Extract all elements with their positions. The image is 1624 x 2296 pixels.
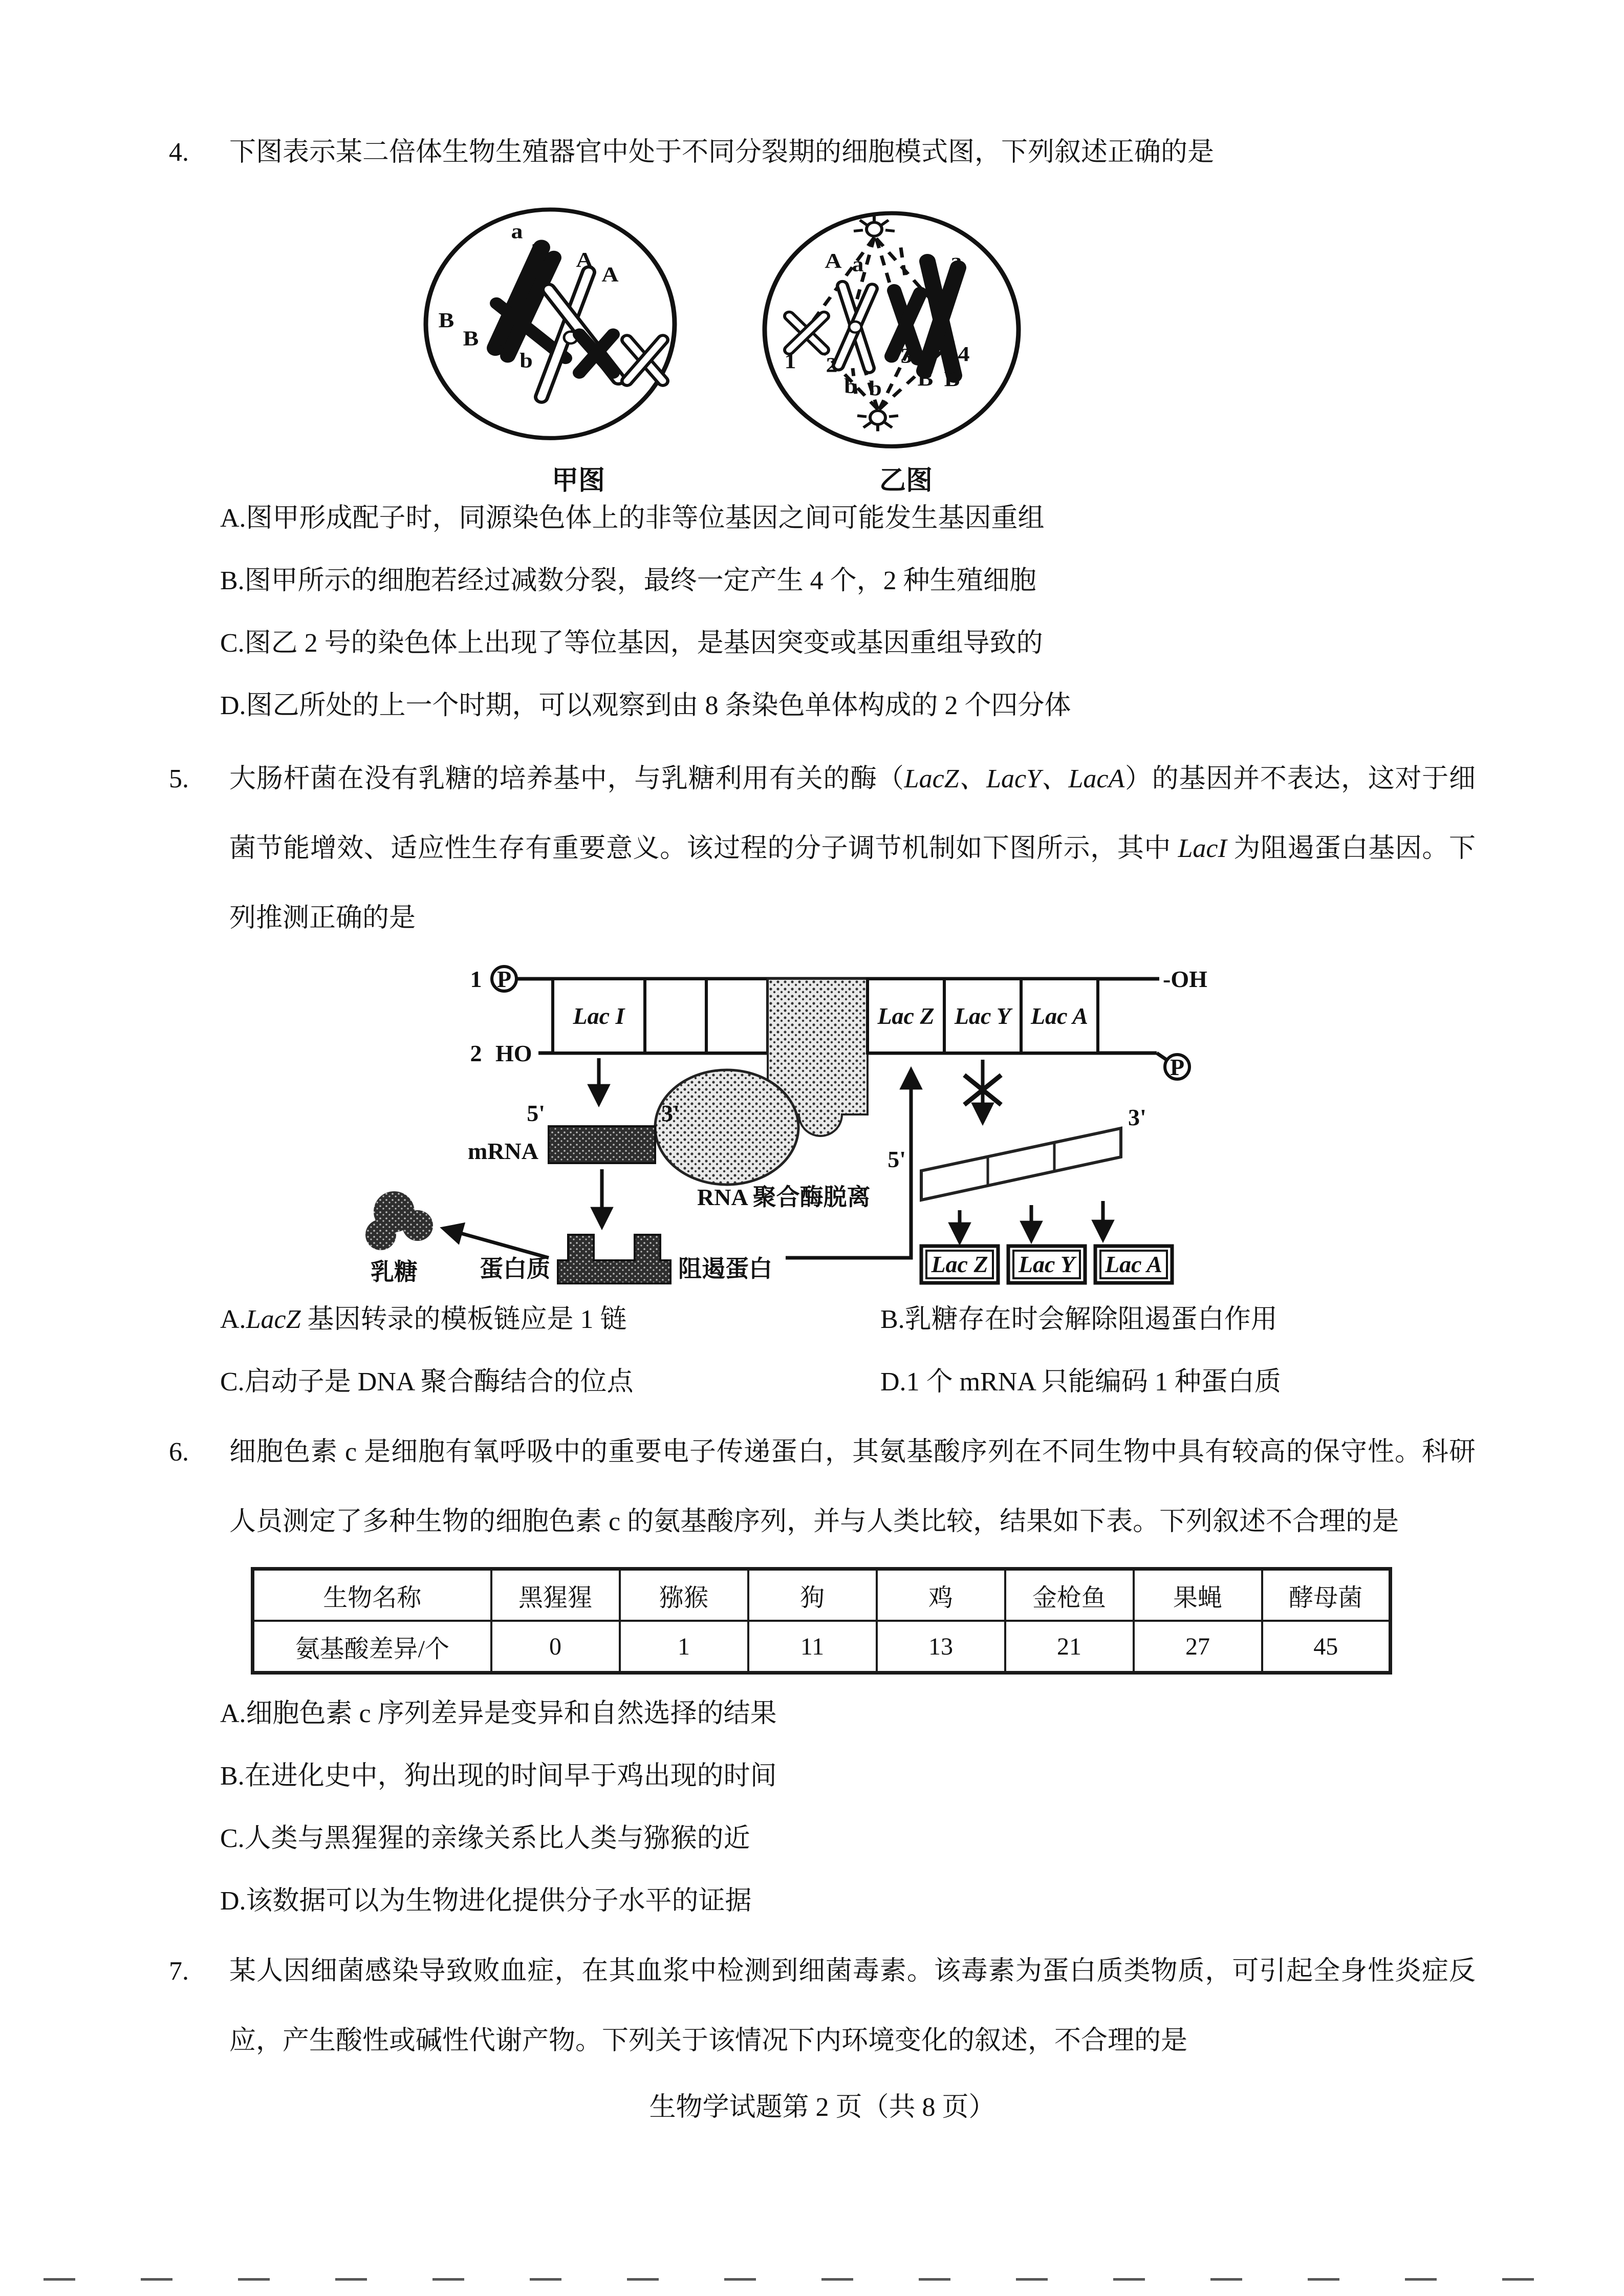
question-4 xyxy=(169,118,1476,737)
header-cell: 黑猩猩 xyxy=(491,1569,620,1621)
repressor-protein-icon xyxy=(558,1235,670,1283)
table-header-row xyxy=(253,1569,1391,1621)
caption-jia: 甲图 xyxy=(551,466,605,496)
chromosome-number: 3 xyxy=(900,344,913,368)
header-cell: 猕猴 xyxy=(620,1569,748,1621)
q6-option-d: D.该数据可以为生物进化提供分子水平的证据 xyxy=(220,1886,752,1916)
svg-text:Lac I: Lac I xyxy=(573,1003,625,1029)
strand1-number: 1 xyxy=(470,966,482,992)
row-label-cell: 氨基酸差异/个 xyxy=(253,1621,491,1673)
value-cell: 45 xyxy=(1262,1621,1391,1673)
question-7 xyxy=(169,1937,1476,2076)
gene-label: a xyxy=(950,249,962,273)
value-cell: 13 xyxy=(877,1621,1005,1673)
q4-stem xyxy=(169,118,1476,187)
gene-label: b xyxy=(844,374,857,398)
q4-option-b: B.图甲所示的细胞若经过减数分裂，最终一定产生 4 个，2 种生殖细胞 xyxy=(220,566,1036,595)
q4-figure xyxy=(420,203,1476,459)
svg-text:Lac Y: Lac Y xyxy=(1018,1251,1075,1277)
chromosome-4 xyxy=(924,261,958,375)
outline-x-chromosome xyxy=(627,340,663,381)
value-cell: 1 xyxy=(620,1621,748,1673)
mrna-label: mRNA xyxy=(468,1138,538,1164)
gene-label: a xyxy=(511,220,523,244)
q5-text: 大肠杆菌在没有乳糖的培养基中，与乳糖利用有关的酶（ xyxy=(229,764,904,793)
gene-label: B xyxy=(463,327,479,350)
svg-text:Lac Z: Lac Z xyxy=(931,1251,988,1277)
svg-text:3': 3' xyxy=(661,1100,680,1126)
q5-options-row-2 xyxy=(169,1351,1476,1413)
chromosome-2 xyxy=(838,286,872,369)
question-6 xyxy=(169,1418,1476,1933)
repressor-label: 阻遏蛋白 xyxy=(678,1256,772,1282)
header-cell: 生物名称 xyxy=(253,1569,491,1621)
figure-captions xyxy=(420,459,1476,496)
q4-number: 4. xyxy=(169,138,189,167)
oh-end-label: -OH xyxy=(1163,966,1207,992)
laca-protein-box xyxy=(1095,1246,1172,1283)
gene-label: b xyxy=(869,377,882,400)
protein-label: 蛋白质 xyxy=(480,1256,550,1282)
page-footer: 生物学试题第 2 页（共 8 页） xyxy=(649,2093,995,2122)
gene-label: a xyxy=(852,253,864,276)
q4-text: 下图表示某二倍体生物生殖器官中处于不同分裂期的细胞模式图，下列叙述正确的是 xyxy=(229,138,1215,167)
q6-option-b: B.在进化史中，狗出现的时间早于鸡出现的时间 xyxy=(220,1762,777,1791)
laci-italic: LacI xyxy=(1178,834,1227,863)
svg-text:3': 3' xyxy=(1128,1104,1146,1130)
svg-text:Lac Y: Lac Y xyxy=(954,1003,1011,1029)
cell-jia-diagram xyxy=(420,203,737,459)
gene-label: a xyxy=(923,248,936,272)
svg-text:P: P xyxy=(496,966,512,992)
svg-text:Lac A: Lac A xyxy=(1031,1003,1088,1029)
gene-label: b xyxy=(519,349,533,372)
value-cell: 21 xyxy=(1005,1621,1134,1673)
svg-text:Lac Z: Lac Z xyxy=(877,1003,935,1029)
rna-pol-detach-label: RNA 聚合酶脱离 xyxy=(697,1184,871,1210)
q6-option-c: C.人类与黑猩猩的亲缘关系比人类与猕猴的近 xyxy=(220,1824,750,1853)
q4-option-a: A.图甲形成配子时，同源染色体上的非等位基因之间可能发生基因重组 xyxy=(220,504,1045,533)
polycistronic-mrna xyxy=(921,1128,1121,1200)
q4-option-d: D.图乙所处的上一个时期，可以观察到由 8 条染色单体构成的 2 个四分体 xyxy=(220,691,1071,720)
value-cell: 0 xyxy=(491,1621,620,1673)
svg-text:5': 5' xyxy=(527,1100,545,1126)
perforation-line xyxy=(44,2278,1596,2281)
gene-label: A xyxy=(601,263,619,286)
lactose-label: 乳糖 xyxy=(371,1259,418,1285)
q6-stem xyxy=(169,1418,1476,1557)
chromosome-1 xyxy=(789,316,824,350)
rna-polymerase-icon xyxy=(655,1070,798,1185)
lac-enzymes-italic: LacZ、LacY、LacA xyxy=(904,764,1125,793)
q6-option-a: A.细胞色素 c 序列差异是变异和自然选择的结果 xyxy=(220,1699,777,1728)
svg-text:P: P xyxy=(1170,1054,1185,1080)
spindle-pole-bottom xyxy=(857,411,898,431)
gene-label: a xyxy=(530,235,543,259)
cell-yi-diagram xyxy=(747,203,1065,459)
q6-text: 细胞色素 c 是细胞有氧呼吸中的重要电子传递蛋白，其氨基酸序列在不同生物中具有较高的保守性。科研人员测定了多种生物的细胞色素 c 的氨基酸序列，并与人类比较，结果如下表。下列叙述不合理的是 xyxy=(229,1437,1476,1536)
strand2-number: 2 xyxy=(470,1040,482,1066)
svg-text:5': 5' xyxy=(887,1146,906,1172)
header-cell: 金枪鱼 xyxy=(1005,1569,1134,1621)
gene-label: B xyxy=(917,367,934,391)
q4-option-c: C.图乙 2 号的染色体上出现了等位基因，是基因突变或基因重组导致的 xyxy=(220,629,1043,658)
header-cell: 果蝇 xyxy=(1134,1569,1262,1621)
cytochrome-table xyxy=(251,1567,1392,1675)
q6-options xyxy=(169,1683,1476,1933)
q7-stem xyxy=(169,1937,1476,2076)
q4-options xyxy=(169,487,1476,737)
question-5 xyxy=(169,744,1476,1413)
cell-membrane xyxy=(426,209,675,438)
lactose-icon xyxy=(365,1191,433,1250)
q5-option-c: C.启动子是 DNA 聚合酶结合的位点 xyxy=(220,1367,634,1397)
q5-options-row-1 xyxy=(169,1289,1476,1351)
gene-label: A xyxy=(825,249,842,273)
q5-option-d: D.1 个 mRNA 只能编码 1 种蛋白质 xyxy=(880,1367,1281,1397)
q5-option-a: A.LacZ 基因转录的模板链应是 1 链 xyxy=(220,1305,627,1334)
caption-yi: 乙图 xyxy=(879,466,933,496)
lac-operon-diagram xyxy=(317,958,1239,1286)
value-cell: 27 xyxy=(1134,1621,1262,1673)
laci-mrna xyxy=(549,1126,655,1163)
gene-label: B xyxy=(944,368,960,391)
chromosome-number: 1 xyxy=(784,350,796,373)
q5-number: 5. xyxy=(169,764,189,793)
ho-end-label: HO xyxy=(495,1040,532,1066)
lacz-protein-box xyxy=(921,1246,998,1283)
value-cell: 11 xyxy=(748,1621,877,1673)
gene-label: B xyxy=(438,309,454,332)
lactose-binding-arrow xyxy=(444,1229,549,1258)
q5-stem: 5. 大肠杆菌在没有乳糖的培养基中，与乳糖利用有关的酶（LacZ、LacY、LacA）的基因并不表达，这对于细菌节能增效、适应性生存有重要意义。该过程的分子调节机制如下图所示，其中 LacI 为阻遏蛋白基因。下列推测正确的是 xyxy=(169,744,1476,953)
table-data-row xyxy=(253,1621,1391,1673)
chromosome-number: 2 xyxy=(826,353,838,377)
gene-label: A xyxy=(576,248,593,272)
header-cell: 酵母菌 xyxy=(1262,1569,1391,1621)
svg-text:Lac A: Lac A xyxy=(1105,1251,1162,1277)
q5-figure xyxy=(317,958,1476,1289)
q7-number: 7. xyxy=(169,1957,189,1986)
header-cell: 狗 xyxy=(748,1569,877,1621)
promoter-box xyxy=(645,979,706,1053)
chromosome-number: 4 xyxy=(958,342,970,366)
gene-label: b xyxy=(495,336,508,359)
q6-number: 6. xyxy=(169,1437,189,1467)
header-cell: 鸡 xyxy=(877,1569,1005,1621)
operator-box xyxy=(706,979,768,1053)
q5-option-b: B.乳糖存在时会解除阻遏蛋白作用 xyxy=(880,1305,1277,1334)
q7-text: 某人因细菌感染导致败血症，在其血浆中检测到细菌毒素。该毒素为蛋白质类物质，可引起全身性炎症反应，产生酸性或碱性代谢产物。下列关于该情况下内环境变化的叙述，不合理的是 xyxy=(229,1957,1476,2055)
lacy-protein-box xyxy=(1008,1246,1085,1283)
